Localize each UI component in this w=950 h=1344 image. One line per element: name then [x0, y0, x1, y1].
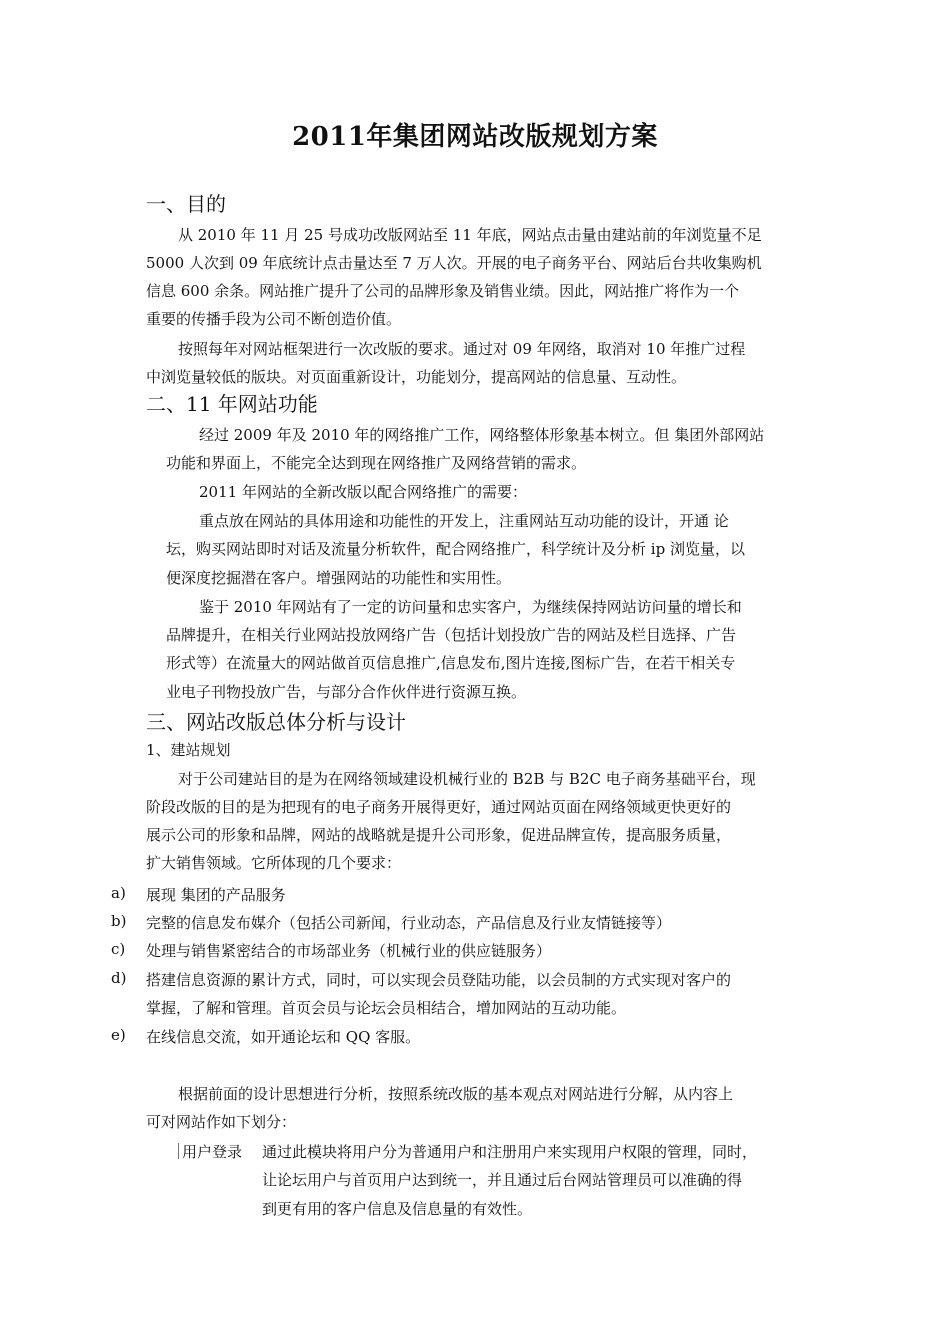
list-marker: a)	[111, 884, 126, 902]
list-item: 搭建信息资源的累计方式，同时，可以实现会员登陆功能，以会员制的方式实现对客户的	[146, 971, 732, 989]
module-description-line: 让论坛用户与首页用户达到统一，并且通过后台网站管理员可以准确的得	[262, 1171, 743, 1189]
module-term: 用户登录	[178, 1141, 242, 1162]
paragraph-line: 阶段改版的目的是为把现有的电子商务开展得更好，通过网站页面在网络领域更快更好的	[146, 798, 732, 816]
paragraph-line: 中浏览量较低的版块。对页面重新设计，功能划分，提高网站的信息量、互动性。	[146, 368, 687, 386]
list-item: 展现 集团的产品服务	[146, 886, 286, 904]
subsection-heading: 1、建站规划	[146, 741, 231, 759]
paragraph-line: 坛，购买网站即时对话及流量分析软件，配合网络推广，科学统计及分析 ip 浏览量，以	[166, 540, 745, 558]
list-marker: e)	[111, 1026, 126, 1044]
section-heading-analysis: 三、网站改版总体分析与设计	[146, 710, 406, 734]
paragraph-line: 信息 600 余条。网站推广提升了公司的品牌形象及销售业绩。因此，网站推广将作为一个	[146, 282, 740, 300]
paragraph-line: 展示公司的形象和品牌，网站的战略就是提升公司形象，促进品牌宣传，提高服务质量，	[146, 826, 732, 844]
paragraph-line: 从 2010 年 11 月 25 号成功改版网站至 11 年底，网站点击量由建站前的年浏览量不足	[178, 226, 762, 244]
section-heading-functions: 二、11 年网站功能	[146, 392, 318, 416]
list-item-continuation: 掌握，了解和管理。首页会员与论坛会员相结合，增加网站的互动功能。	[146, 999, 627, 1017]
paragraph-line: 根据前面的设计思想进行分析，按照系统改版的基本观点对网站进行分解，从内容上	[178, 1085, 734, 1103]
paragraph-line: 扩大销售领域。它所体现的几个要求：	[146, 854, 402, 872]
paragraph-line: 业电子刊物投放广告，与部分合作伙伴进行资源互换。	[166, 683, 527, 701]
paragraph-line: 功能和界面上，不能完全达到现在网络推广及网络营销的需求。	[166, 454, 587, 472]
list-item: 处理与销售紧密结合的市场部业务（机械行业的供应链服务）	[146, 942, 552, 960]
module-description-line: 通过此模块将用户分为普通用户和注册用户来实现用户权限的管理，同时，	[262, 1143, 758, 1161]
paragraph-line: 品牌提升，在相关行业网站投放网络广告（包括计划投放广告的网站及栏目选择、广告	[166, 626, 737, 644]
module-description-line: 到更有用的客户信息及信息量的有效性。	[262, 1200, 533, 1218]
paragraph-line: 2011 年网站的全新改版以配合网络推广的需要：	[199, 483, 527, 501]
paragraph-line: 重点放在网站的具体用途和功能性的开发上，注重网站互动功能的设计，开通 论	[199, 512, 729, 530]
list-item: 完整的信息发布媒介（包括公司新闻，行业动态，产品信息及行业友情链接等）	[146, 914, 672, 932]
paragraph-line: 便深度挖掘潜在客户。增强网站的功能性和实用性。	[166, 569, 512, 587]
paragraph-line: 可对网站作如下划分：	[146, 1113, 297, 1131]
list-item: 在线信息交流，如开通论坛和 QQ 客服。	[146, 1028, 421, 1046]
paragraph-line: 对于公司建站目的是为在网络领域建设机械行业的 B2B 与 B2C 电子商务基础平台，现	[178, 770, 756, 788]
paragraph-line: 鉴于 2010 年网站有了一定的访问量和忠实客户，为继续保持网站访问量的增长和	[199, 598, 742, 616]
paragraph-line: 按照每年对网站框架进行一次改版的要求。通过对 09 年网络，取消对 10 年推广过程	[178, 340, 746, 358]
list-marker: c)	[111, 940, 126, 958]
paragraph-line: 形式等）在流量大的网站做首页信息推广,信息发布,图片连接,图标广告，在若干相关专	[166, 654, 736, 672]
paragraph-line: 5000 人次到 09 年底统计点击量达至 7 万人次。开展的电子商务平台、网站后台共收集购机	[146, 254, 762, 272]
paragraph-line: 重要的传播手段为公司不断创造价值。	[146, 310, 402, 328]
document-title: 2011年集团网站改版规划方案	[292, 122, 658, 152]
list-marker: d)	[111, 969, 127, 987]
list-marker: b)	[111, 912, 127, 930]
section-heading-purpose: 一、目的	[146, 192, 226, 216]
paragraph-line: 经过 2009 年及 2010 年的网络推广工作，网络整体形象基本树立。但 集团外部网站	[199, 426, 765, 444]
